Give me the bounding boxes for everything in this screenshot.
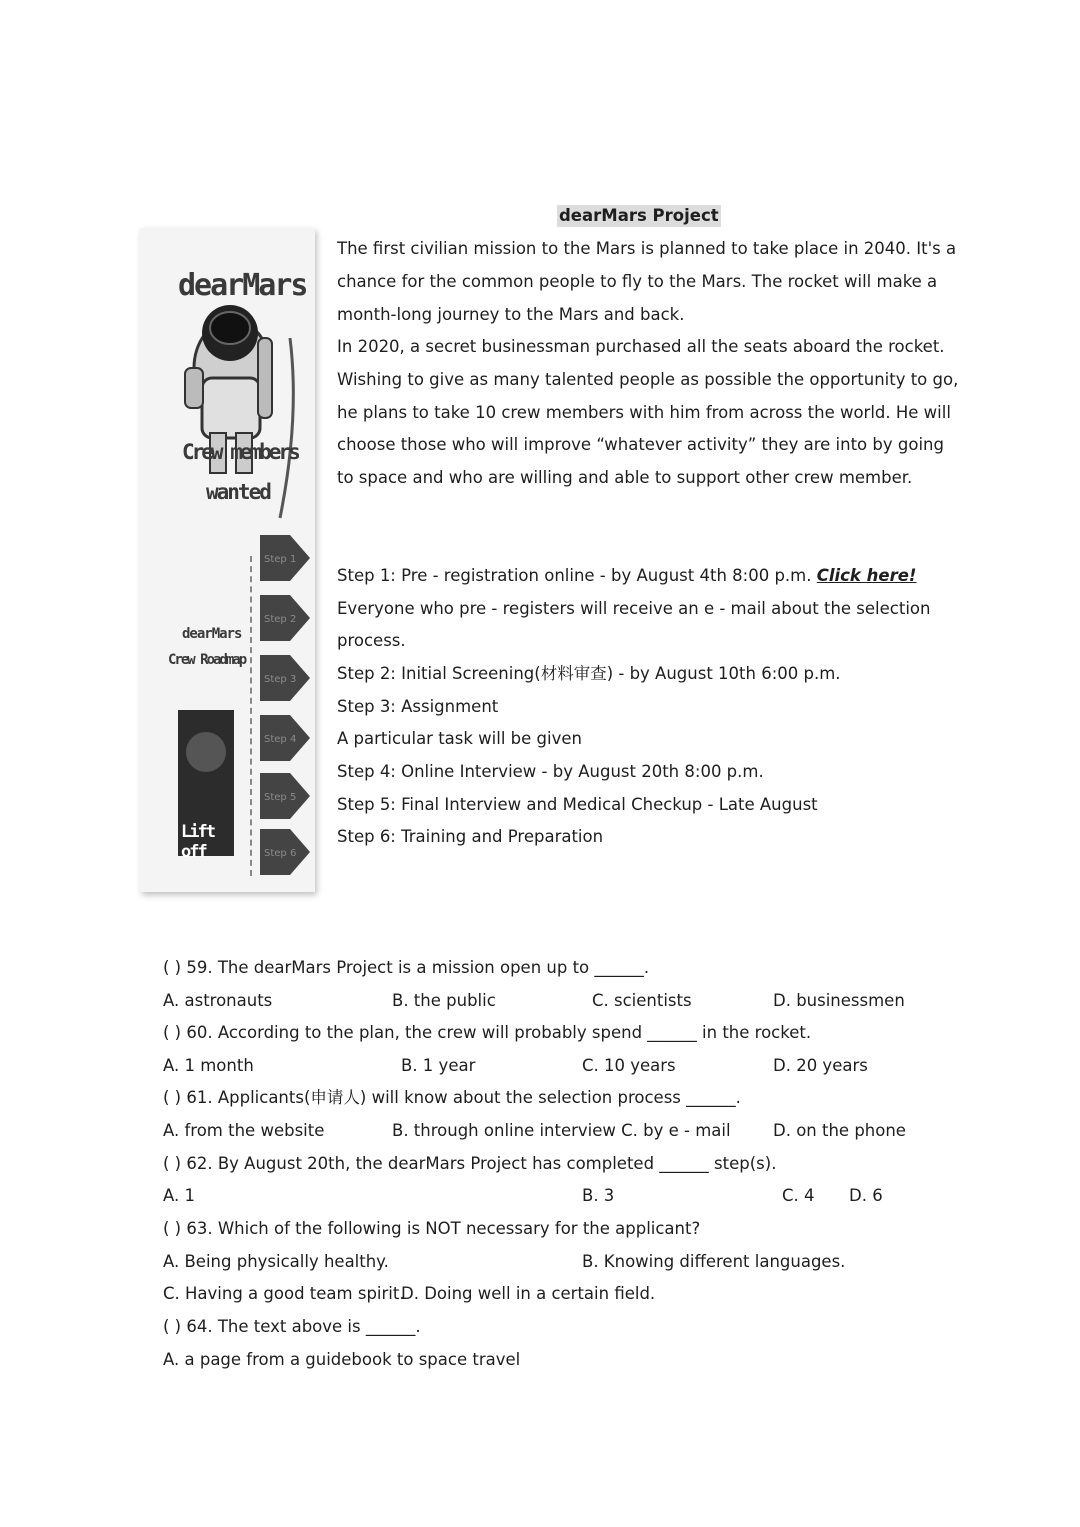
roadmap-divider bbox=[250, 556, 252, 876]
q63-option-b: B. Knowing different languages. bbox=[582, 1252, 846, 1271]
intro-p2-line: Wishing to give as many talented people as possible the opportunity to go, bbox=[337, 370, 959, 389]
step-3-note: A particular task will be given bbox=[337, 729, 582, 748]
question-62: ( ) 62. By August 20th, the dearMars Project has completed ______ step(s). bbox=[163, 1154, 777, 1173]
step-2: Step 2: Initial Screening(材料审查) - by August 10th 6:00 p.m. bbox=[337, 664, 841, 683]
q63-option-a: A. Being physically healthy. bbox=[163, 1252, 389, 1271]
intro-p2-line: he plans to take 10 crew members with him from across the world. He will bbox=[337, 403, 951, 422]
step-1 bbox=[337, 566, 916, 586]
step-arrow-label: Step 1 bbox=[264, 554, 297, 565]
q60-option-a: A. 1 month bbox=[163, 1056, 254, 1075]
step-arrow-label: Step 3 bbox=[264, 674, 297, 685]
page-title: dearMars Project bbox=[559, 206, 719, 225]
step-arrow-label: Step 5 bbox=[264, 792, 297, 803]
step-arrow-label: Step 6 bbox=[264, 848, 297, 859]
step-5: Step 5: Final Interview and Medical Checkup - Late August bbox=[337, 795, 818, 814]
intro-p2-line: In 2020, a secret businessman purchased all the seats aboard the rocket. bbox=[337, 337, 945, 356]
question-60: ( ) 60. According to the plan, the crew will probably spend ______ in the rocket. bbox=[163, 1023, 812, 1042]
step-1-note: Everyone who pre - registers will receive an e - mail about the selection bbox=[337, 599, 931, 618]
q59-option-d: D. businessmen bbox=[773, 991, 905, 1010]
question-63: ( ) 63. Which of the following is NOT necessary for the applicant? bbox=[163, 1219, 701, 1238]
step-arrow-label: Step 4 bbox=[264, 734, 297, 745]
poster-crew-line1: Crew members bbox=[182, 440, 298, 464]
q60-option-b: B. 1 year bbox=[401, 1056, 476, 1075]
roadmap-title: Crew Roadmap bbox=[168, 652, 246, 668]
q59-option-b: B. the public bbox=[392, 991, 496, 1010]
step-1-note-end: process. bbox=[337, 631, 406, 650]
q62-option-b: B. 3 bbox=[582, 1186, 615, 1205]
q60-option-d: D. 20 years bbox=[773, 1056, 868, 1075]
q62-option-a: A. 1 bbox=[163, 1186, 195, 1205]
question-61: ( ) 61. Applicants(申请人) will know about the selection process ______. bbox=[163, 1088, 741, 1107]
step-1-text: Step 1: Pre - registration online - by August 4th 8:00 p.m. bbox=[337, 566, 817, 585]
question-64: ( ) 64. The text above is ______. bbox=[163, 1317, 421, 1336]
step-6: Step 6: Training and Preparation bbox=[337, 827, 604, 846]
intro-p2-line: choose those who will improve “whatever activity” they are into by going bbox=[337, 435, 944, 454]
q59-option-a: A. astronauts bbox=[163, 991, 273, 1010]
poster-crew-line2: wanted bbox=[206, 480, 270, 504]
intro-p1-line: month-long journey to the Mars and back. bbox=[337, 305, 685, 324]
q59-option-c: C. scientists bbox=[592, 991, 692, 1010]
intro-p1-line: chance for the common people to fly to the Mars. The rocket will make a bbox=[337, 272, 938, 291]
q63-option-d: D. Doing well in a certain field. bbox=[401, 1284, 656, 1303]
q64-option-a: A. a page from a guidebook to space travel bbox=[163, 1350, 521, 1369]
roadmap-brand: dearMars bbox=[182, 626, 242, 642]
roadmap-step-arrows bbox=[258, 533, 315, 878]
q60-option-c: C. 10 years bbox=[582, 1056, 676, 1075]
q63-option-c: C. Having a good team spirit. bbox=[163, 1284, 405, 1303]
q61-option-d: D. on the phone bbox=[773, 1121, 906, 1140]
step-4: Step 4: Online Interview - by August 20th 8:00 p.m. bbox=[337, 762, 764, 781]
q61-option-a: A. from the website bbox=[163, 1121, 325, 1140]
q61-option-bc: B. through online interview C. by e - mail bbox=[392, 1121, 731, 1140]
dearmars-poster-image bbox=[140, 228, 315, 892]
question-59: ( ) 59. The dearMars Project is a mission open up to ______. bbox=[163, 958, 650, 977]
mars-planet-image bbox=[178, 710, 234, 862]
q62-option-d: D. 6 bbox=[849, 1186, 883, 1205]
q62-option-c: C. 4 bbox=[782, 1186, 815, 1205]
intro-p1-line: The first civilian mission to the Mars is planned to take place in 2040. It's a bbox=[337, 239, 957, 258]
poster-brand: dearMars bbox=[178, 268, 307, 303]
lift-off-label: Lift off bbox=[181, 822, 214, 862]
step-3: Step 3: Assignment bbox=[337, 697, 499, 716]
step-arrow-label: Step 2 bbox=[264, 614, 297, 625]
intro-p2-line: to space and who are willing and able to support other crew member. bbox=[337, 468, 913, 487]
mars-planet-circle bbox=[186, 732, 226, 772]
click-here-link[interactable]: Click here! bbox=[816, 566, 917, 585]
